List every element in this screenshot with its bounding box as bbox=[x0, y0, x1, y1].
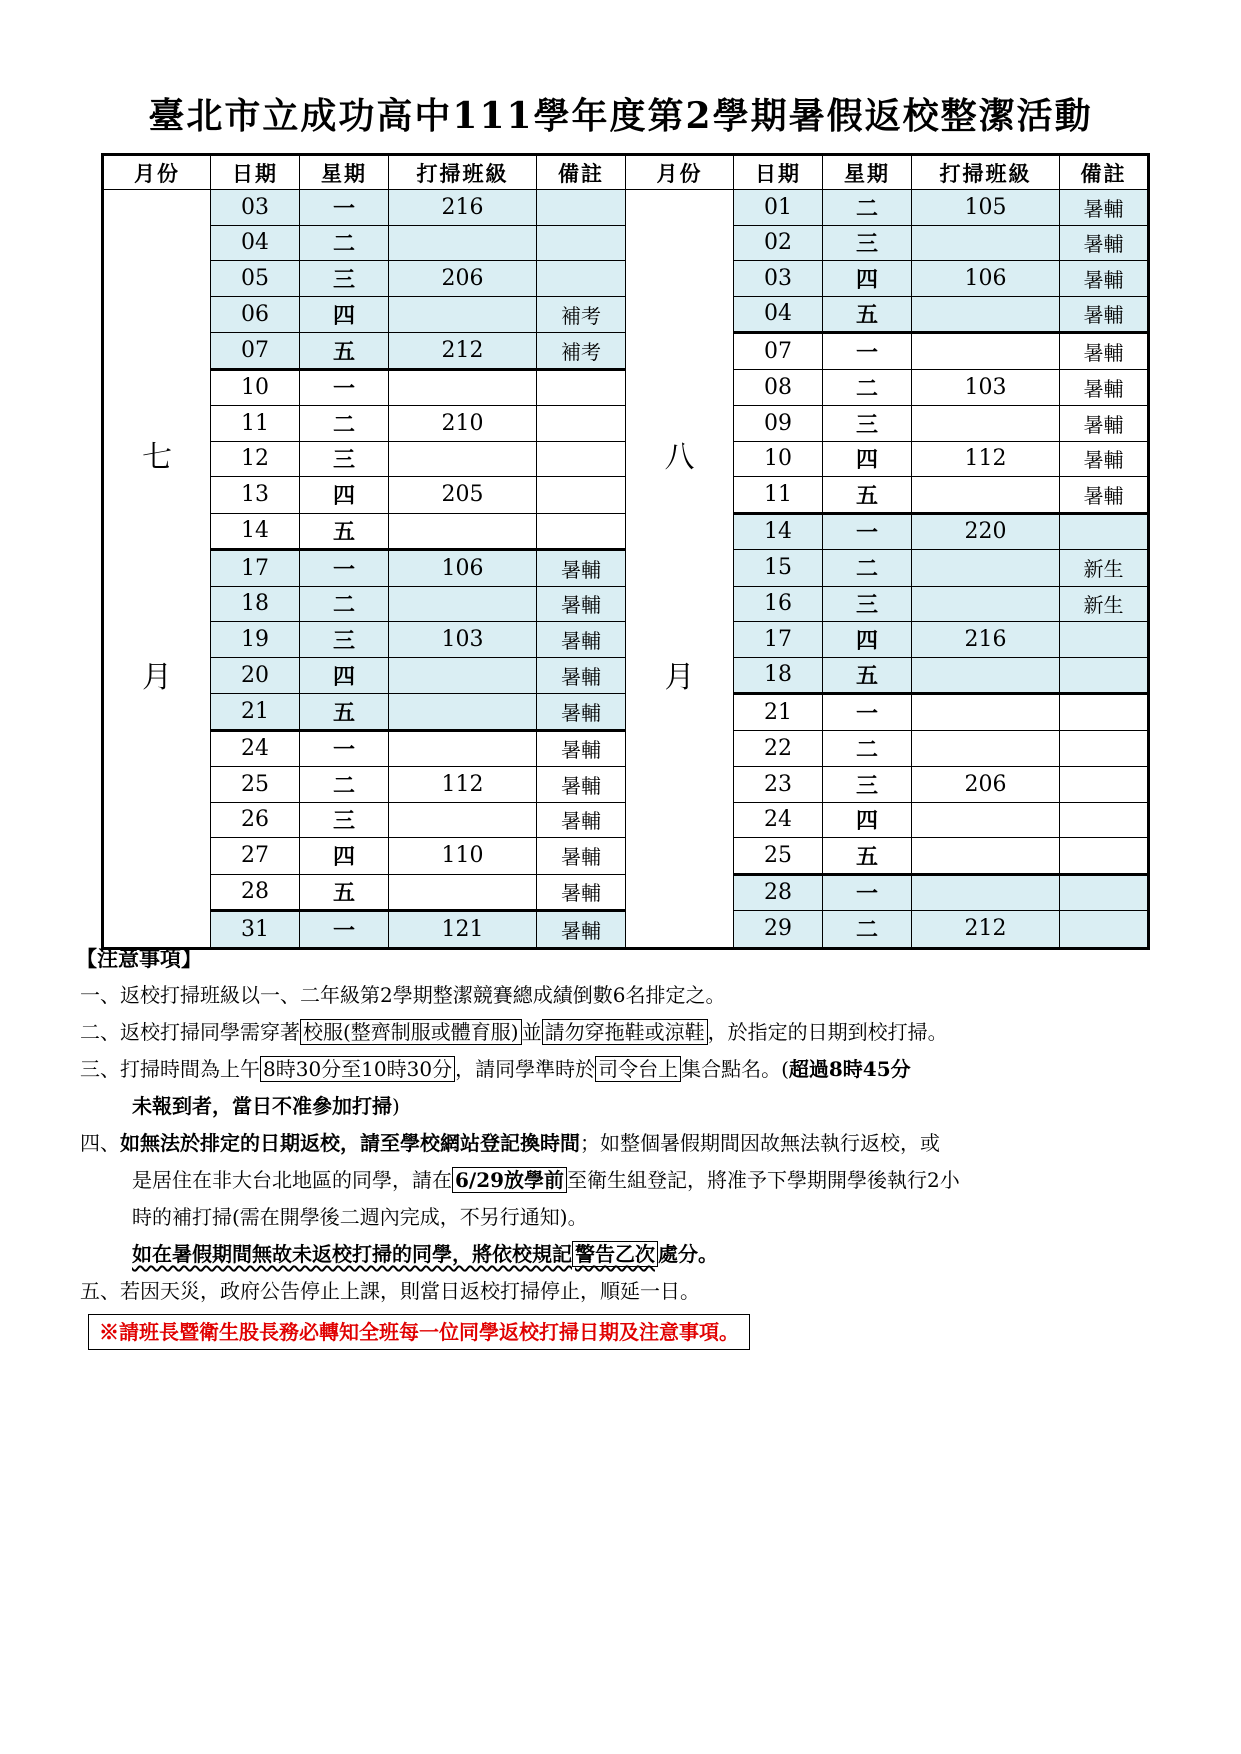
month-label: 月 bbox=[142, 660, 172, 696]
class-cell bbox=[912, 657, 1060, 694]
date-cell: 20 bbox=[211, 657, 300, 694]
month-cell-july bbox=[103, 190, 211, 949]
class-cell bbox=[389, 694, 537, 731]
weekday-cell: 二 bbox=[823, 730, 912, 767]
table-header-row bbox=[103, 155, 1149, 190]
date-cell: 03 bbox=[734, 261, 823, 297]
note-cell bbox=[1060, 622, 1149, 658]
class-cell: 110 bbox=[389, 838, 537, 875]
weekday-cell: 三 bbox=[300, 261, 389, 297]
weekday-cell: 一 bbox=[300, 190, 389, 226]
note-3-late-text: 超過8時45分 bbox=[788, 1057, 911, 1081]
date-cell: 04 bbox=[211, 225, 300, 261]
note-cell: 補考 bbox=[537, 333, 626, 370]
note-2 bbox=[80, 1014, 1180, 1051]
class-cell: 216 bbox=[389, 190, 537, 226]
class-cell: 206 bbox=[912, 767, 1060, 803]
note-cell: 暑輔 bbox=[1060, 261, 1149, 297]
header-weekday: 星期 bbox=[300, 155, 389, 190]
date-cell: 16 bbox=[734, 586, 823, 622]
note-3-time-box: 8時30分至10時30分 bbox=[260, 1056, 455, 1082]
class-cell: 106 bbox=[912, 261, 1060, 297]
note-cell: 新生 bbox=[1060, 550, 1149, 587]
date-cell: 07 bbox=[734, 333, 823, 370]
class-cell bbox=[389, 586, 537, 622]
note-4-text: 是居住在非大台北地區的同學，請在 bbox=[132, 1168, 452, 1192]
date-cell: 14 bbox=[734, 513, 823, 550]
notes-header: 【注意事項】 bbox=[76, 946, 202, 971]
date-cell: 11 bbox=[734, 477, 823, 514]
header-month: 月份 bbox=[103, 155, 211, 190]
note-4-penalty-text: 如在暑假期間無故未返校打掃的同學，將依校規記 bbox=[132, 1242, 572, 1266]
month-cell-august bbox=[626, 190, 734, 949]
class-cell bbox=[389, 225, 537, 261]
weekday-cell: 三 bbox=[823, 767, 912, 803]
date-cell: 18 bbox=[211, 586, 300, 622]
date-cell: 22 bbox=[734, 730, 823, 767]
class-cell bbox=[912, 694, 1060, 731]
header-month: 月份 bbox=[626, 155, 734, 190]
weekday-cell: 一 bbox=[300, 369, 389, 406]
weekday-cell: 二 bbox=[300, 225, 389, 261]
note-cell bbox=[1060, 767, 1149, 803]
note-3 bbox=[80, 1051, 1180, 1088]
note-2-slippers-box: 請勿穿拖鞋或涼鞋 bbox=[542, 1019, 708, 1045]
date-cell: 13 bbox=[211, 477, 300, 514]
weekday-cell: 四 bbox=[300, 838, 389, 875]
warning-box: ※請班長暨衛生股長務必轉知全班每一位同學返校打掃日期及注意事項。 bbox=[88, 1314, 750, 1350]
note-cell bbox=[537, 513, 626, 550]
month-label: 八 bbox=[664, 440, 695, 476]
date-cell: 25 bbox=[734, 838, 823, 875]
note-cell: 暑輔 bbox=[1060, 190, 1149, 226]
date-cell: 24 bbox=[734, 802, 823, 838]
note-4-text: ；如整個暑假期間因故無法執行返校，或 bbox=[580, 1131, 940, 1155]
weekday-cell: 二 bbox=[823, 190, 912, 226]
header-date: 日期 bbox=[734, 155, 823, 190]
class-cell bbox=[912, 802, 1060, 838]
note-cell: 補考 bbox=[537, 296, 626, 333]
date-cell: 17 bbox=[211, 550, 300, 587]
date-cell: 27 bbox=[211, 838, 300, 875]
note-4-penalty-box: 警告乙次 bbox=[572, 1241, 658, 1267]
class-cell bbox=[912, 874, 1060, 911]
weekday-cell: 二 bbox=[823, 550, 912, 587]
note-4 bbox=[80, 1125, 1180, 1162]
weekday-cell: 一 bbox=[300, 911, 389, 949]
class-cell: 205 bbox=[389, 477, 537, 514]
class-cell bbox=[912, 225, 1060, 261]
note-cell: 暑輔 bbox=[1060, 477, 1149, 514]
weekday-cell: 五 bbox=[300, 874, 389, 911]
note-cell bbox=[537, 406, 626, 442]
note-cell: 新生 bbox=[1060, 586, 1149, 622]
header-class: 打掃班級 bbox=[389, 155, 537, 190]
date-cell: 23 bbox=[734, 767, 823, 803]
note-cell: 暑輔 bbox=[1060, 441, 1149, 477]
notes-section bbox=[76, 940, 1180, 1351]
weekday-cell: 五 bbox=[300, 694, 389, 731]
weekday-cell: 三 bbox=[300, 441, 389, 477]
class-cell bbox=[389, 657, 537, 694]
date-cell: 04 bbox=[734, 296, 823, 333]
class-cell bbox=[389, 802, 537, 838]
note-2-uniform-box: 校服(整齊制服或體育服) bbox=[300, 1019, 522, 1045]
page-title: 臺北市立成功高中111學年度第2學期暑假返校整潔活動 bbox=[148, 95, 1093, 137]
date-cell: 21 bbox=[211, 694, 300, 731]
note-3-cont bbox=[80, 1088, 1180, 1125]
class-cell bbox=[912, 838, 1060, 875]
class-cell: 206 bbox=[389, 261, 537, 297]
note-3-text: ，請同學準時於 bbox=[455, 1057, 596, 1081]
date-cell: 17 bbox=[734, 622, 823, 658]
class-cell bbox=[912, 296, 1060, 333]
note-2-text: ，於指定的日期到校打掃。 bbox=[707, 1020, 948, 1044]
note-3-late-rule: 未報到者，當日不准參加打掃 bbox=[132, 1094, 392, 1118]
class-cell: 103 bbox=[912, 369, 1060, 406]
note-cell bbox=[1060, 513, 1149, 550]
date-cell: 31 bbox=[211, 911, 300, 949]
date-cell: 28 bbox=[211, 874, 300, 911]
class-cell: 210 bbox=[389, 406, 537, 442]
weekday-cell: 五 bbox=[823, 657, 912, 694]
date-cell: 10 bbox=[734, 441, 823, 477]
note-cell bbox=[537, 225, 626, 261]
weekday-cell: 一 bbox=[823, 333, 912, 370]
header-weekday: 星期 bbox=[823, 155, 912, 190]
note-cell: 暑輔 bbox=[537, 622, 626, 658]
class-cell: 220 bbox=[912, 513, 1060, 550]
date-cell: 11 bbox=[211, 406, 300, 442]
note-cell bbox=[1060, 657, 1149, 694]
note-cell: 暑輔 bbox=[537, 694, 626, 731]
class-cell: 121 bbox=[389, 911, 537, 949]
note-5: 五、若因天災，政府公告停止上課，則當日返校打掃停止，順延一日。 bbox=[80, 1279, 700, 1303]
note-cell bbox=[1060, 838, 1149, 875]
class-cell bbox=[912, 550, 1060, 587]
weekday-cell: 三 bbox=[823, 225, 912, 261]
note-3-text: 集合點名。( bbox=[681, 1057, 789, 1081]
class-cell bbox=[389, 513, 537, 550]
weekday-cell: 四 bbox=[823, 261, 912, 297]
note-4-penalty-text: 處分。 bbox=[658, 1242, 718, 1266]
date-cell: 24 bbox=[211, 730, 300, 767]
class-cell: 112 bbox=[389, 767, 537, 803]
weekday-cell: 五 bbox=[823, 296, 912, 333]
weekday-cell: 一 bbox=[300, 730, 389, 767]
note-cell: 暑輔 bbox=[537, 767, 626, 803]
note-cell: 暑輔 bbox=[537, 802, 626, 838]
weekday-cell: 三 bbox=[300, 622, 389, 658]
date-cell: 08 bbox=[734, 369, 823, 406]
date-cell: 18 bbox=[734, 657, 823, 694]
cleaning-schedule-table bbox=[101, 153, 1150, 950]
class-cell: 112 bbox=[912, 441, 1060, 477]
note-2-text: 並 bbox=[521, 1020, 542, 1044]
date-cell: 06 bbox=[211, 296, 300, 333]
date-cell: 09 bbox=[734, 406, 823, 442]
note-cell bbox=[1060, 874, 1149, 911]
weekday-cell: 一 bbox=[823, 874, 912, 911]
header-note: 備註 bbox=[537, 155, 626, 190]
weekday-cell: 四 bbox=[300, 296, 389, 333]
note-cell bbox=[537, 369, 626, 406]
class-cell bbox=[389, 296, 537, 333]
header-note: 備註 bbox=[1060, 155, 1149, 190]
weekday-cell: 一 bbox=[823, 513, 912, 550]
note-4-line2 bbox=[80, 1162, 1180, 1199]
note-cell: 暑輔 bbox=[537, 911, 626, 949]
class-cell: 103 bbox=[389, 622, 537, 658]
note-cell bbox=[537, 477, 626, 514]
weekday-cell: 三 bbox=[823, 406, 912, 442]
class-cell bbox=[389, 730, 537, 767]
note-2-text: 二、返校打掃同學需穿著 bbox=[80, 1020, 300, 1044]
note-4-prefix: 四、 bbox=[80, 1131, 120, 1155]
date-cell: 12 bbox=[211, 441, 300, 477]
class-cell bbox=[389, 441, 537, 477]
note-cell: 暑輔 bbox=[537, 586, 626, 622]
note-cell bbox=[537, 261, 626, 297]
note-4-text: 至衛生組登記，將准予下學期開學後執行2小 bbox=[567, 1168, 960, 1192]
note-cell: 暑輔 bbox=[1060, 333, 1149, 370]
date-cell: 26 bbox=[211, 802, 300, 838]
weekday-cell: 四 bbox=[300, 657, 389, 694]
class-cell bbox=[912, 477, 1060, 514]
class-cell: 216 bbox=[912, 622, 1060, 658]
note-cell bbox=[1060, 802, 1149, 838]
table-row bbox=[103, 190, 1149, 226]
weekday-cell: 一 bbox=[300, 550, 389, 587]
date-cell: 07 bbox=[211, 333, 300, 370]
date-cell: 25 bbox=[211, 767, 300, 803]
date-cell: 29 bbox=[734, 911, 823, 949]
note-cell bbox=[1060, 694, 1149, 731]
note-cell: 暑輔 bbox=[537, 657, 626, 694]
weekday-cell: 二 bbox=[300, 406, 389, 442]
weekday-cell: 一 bbox=[823, 694, 912, 731]
class-cell bbox=[389, 874, 537, 911]
note-4-deadline-box: 6/29放學前 bbox=[452, 1167, 567, 1193]
weekday-cell: 二 bbox=[823, 911, 912, 949]
note-cell bbox=[537, 190, 626, 226]
note-cell bbox=[537, 441, 626, 477]
class-cell bbox=[912, 333, 1060, 370]
month-label: 月 bbox=[664, 660, 695, 696]
class-cell: 212 bbox=[912, 911, 1060, 949]
class-cell bbox=[389, 369, 537, 406]
date-cell: 02 bbox=[734, 225, 823, 261]
weekday-cell: 二 bbox=[823, 369, 912, 406]
class-cell bbox=[912, 730, 1060, 767]
note-3-place-box: 司令台上 bbox=[595, 1056, 681, 1082]
header-date: 日期 bbox=[211, 155, 300, 190]
note-1: 一、返校打掃班級以一、二年級第2學期整潔競賽總成績倒數6名排定之。 bbox=[80, 983, 726, 1007]
note-cell: 暑輔 bbox=[537, 730, 626, 767]
month-label: 七 bbox=[142, 440, 172, 476]
date-cell: 28 bbox=[734, 874, 823, 911]
date-cell: 21 bbox=[734, 694, 823, 731]
weekday-cell: 五 bbox=[300, 333, 389, 370]
weekday-cell: 二 bbox=[300, 767, 389, 803]
weekday-cell: 四 bbox=[823, 622, 912, 658]
note-cell: 暑輔 bbox=[537, 838, 626, 875]
class-cell: 212 bbox=[389, 333, 537, 370]
weekday-cell: 四 bbox=[300, 477, 389, 514]
date-cell: 03 bbox=[211, 190, 300, 226]
class-cell bbox=[912, 406, 1060, 442]
date-cell: 14 bbox=[211, 513, 300, 550]
note-cell: 暑輔 bbox=[537, 874, 626, 911]
weekday-cell: 二 bbox=[300, 586, 389, 622]
weekday-cell: 五 bbox=[823, 838, 912, 875]
note-cell bbox=[1060, 730, 1149, 767]
weekday-cell: 四 bbox=[823, 802, 912, 838]
note-cell: 暑輔 bbox=[537, 550, 626, 587]
note-cell: 暑輔 bbox=[1060, 369, 1149, 406]
weekday-cell: 三 bbox=[300, 802, 389, 838]
weekday-cell: 五 bbox=[300, 513, 389, 550]
note-4-line3: 時的補打掃(需在開學後二週內完成，不另行通知)。 bbox=[132, 1205, 588, 1229]
date-cell: 01 bbox=[734, 190, 823, 226]
note-3-text: 三、打掃時間為上午 bbox=[80, 1057, 260, 1081]
header-class: 打掃班級 bbox=[912, 155, 1060, 190]
date-cell: 05 bbox=[211, 261, 300, 297]
class-cell: 105 bbox=[912, 190, 1060, 226]
class-cell: 106 bbox=[389, 550, 537, 587]
note-3-text: ) bbox=[392, 1094, 400, 1118]
weekday-cell: 三 bbox=[823, 586, 912, 622]
class-cell bbox=[912, 586, 1060, 622]
note-4-line4 bbox=[80, 1236, 1180, 1273]
note-4-bold: 如無法於排定的日期返校，請至學校網站登記換時間 bbox=[120, 1131, 580, 1155]
note-cell: 暑輔 bbox=[1060, 225, 1149, 261]
weekday-cell: 五 bbox=[823, 477, 912, 514]
note-cell: 暑輔 bbox=[1060, 406, 1149, 442]
date-cell: 15 bbox=[734, 550, 823, 587]
date-cell: 10 bbox=[211, 369, 300, 406]
note-cell: 暑輔 bbox=[1060, 296, 1149, 333]
date-cell: 19 bbox=[211, 622, 300, 658]
weekday-cell: 四 bbox=[823, 441, 912, 477]
